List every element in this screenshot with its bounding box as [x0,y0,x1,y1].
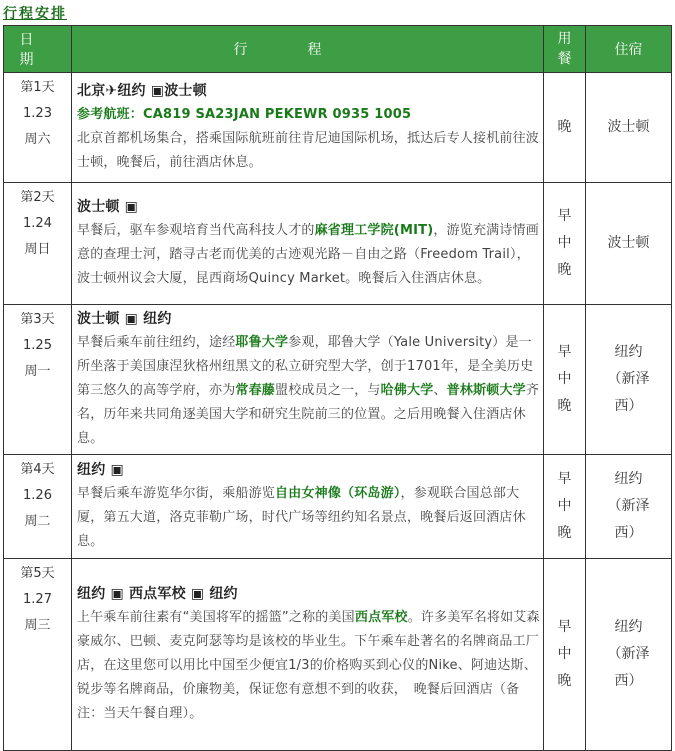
day-cell [4,559,72,751]
day-weekday: 周一 [24,364,51,379]
hotel-line: （新泽 [607,371,650,387]
header-row [4,26,672,73]
route-line: 波士顿 ▣ 纽约 [77,311,172,327]
itinerary-table [3,25,672,751]
itinerary-cell [72,455,544,559]
day-cell [4,73,72,183]
day-weekday: 周二 [24,514,51,529]
meal-item: 晚 [557,119,572,135]
meal-item: 晚 [557,525,572,541]
day-day: 第4天 [20,462,55,477]
description-text: 齐名，历年来共同角逐美国大学和研究生院前三的位置。之后用晚餐入住酒店休息。 [77,383,540,446]
day-day: 第5天 [20,566,55,581]
day-weekday: 周三 [24,618,51,633]
day-description [77,219,540,291]
meal-cell [544,73,586,183]
highlight-attraction: 耶鲁大学 [235,335,289,350]
description-text: 北京首都机场集合，搭乘国际航班前往肯尼迪国际机场，抵达后专人接机前往波士顿，晚餐后，前往酒店休息。 [77,131,540,170]
day-row [4,183,672,305]
day-cell [4,305,72,455]
day-row [4,305,672,455]
hotel-line: 西） [614,673,643,689]
day-description [77,127,540,175]
highlight-attraction: 哈佛大学 [380,383,434,398]
description-text: 。许多美军名将如艾森豪威尔、巴顿、麦克阿瑟等均是该校的毕业生。下午乘车赴著名的名牌商品工厂店，在这里您可以用比中国至少便宜1/3的价格购买到心仪的Nike、阿迪达斯、锐步等名牌商品，价廉物美，保证您有意想不到的收获， 晚餐后回酒店（备注：当天午餐自理）。 [77,610,540,721]
day-cell [4,455,72,559]
description-text: 盟校成员之一，与 [275,383,381,398]
route-line: 北京✈纽约 ▣波士顿 [77,83,207,99]
day-date: 1.26 [23,488,52,503]
meal-item: 晚 [557,398,572,414]
description-text: 参观，耶鲁大学（Yale University）是一所坐落于美国康涅狄格州纽黑文的私立研究型大学，创于1701年，是全美历史第三悠久的高等学府，亦为 [77,335,534,398]
highlight-attraction: 西点军校 [354,610,408,625]
meal-item: 晚 [557,262,572,278]
itinerary-cell [72,305,544,455]
highlight-attraction: 麻省理工学院(MIT) [314,223,434,238]
itinerary-cell [72,183,544,305]
itinerary-cell [72,73,544,183]
hotel-line: （新泽 [607,646,650,662]
hotel-cell [586,73,672,183]
meal-item: 早 [557,344,572,360]
route-line: 纽约 ▣ 西点军校 ▣ 纽约 [77,586,238,602]
header-date: 日期 [4,26,72,73]
day-row [4,455,672,559]
day-day: 第1天 [20,80,55,95]
day-weekday: 周六 [24,132,51,147]
day-row [4,559,672,751]
meal-item: 早 [557,208,572,224]
meal-cell [544,183,586,305]
description-text: ，游览充满诗情画意的查理士河，踏寻古老而优美的古迹观光路－自由之路（Freedom Trail），波士顿州议会大厦，昆西商场Quincy Market。晚餐后入住酒店休息。 [77,223,539,286]
meal-item: 中 [557,371,572,387]
day-date: 1.27 [23,592,52,607]
itinerary-cell [72,559,544,751]
meal-item: 中 [557,646,572,662]
meal-item: 中 [557,498,572,514]
hotel-cell [586,305,672,455]
hotel-line: 波士顿 [607,119,650,135]
day-weekday: 周日 [24,242,51,257]
description-text: 早餐后乘车前往纽约，途经 [77,335,236,350]
hotel-line: 纽约 [614,471,643,487]
highlight-attraction: 常春藤 [235,383,276,398]
hotel-cell [586,455,672,559]
hotel-cell [586,183,672,305]
header-itinerary: 行程 [72,26,544,73]
day-date: 1.23 [23,106,52,121]
hotel-line: 纽约 [614,344,643,360]
day-description [77,482,540,554]
hotel-line: 西） [614,525,643,541]
hotel-line: 纽约 [614,619,643,635]
highlight-attraction: 自由女神像（环岛游） [275,486,401,501]
day-cell [4,183,72,305]
hotel-line: 西） [614,398,643,414]
day-row [4,73,672,183]
header-hotel: 住宿 [586,26,672,73]
route-line: 纽约 ▣ [77,462,124,478]
description-text: 早餐后乘车游览华尔街，乘船游览 [77,486,276,501]
meal-cell [544,455,586,559]
day-day: 第2天 [20,190,55,205]
header-meal: 用餐 [544,26,586,73]
meal-item: 早 [557,471,572,487]
description-text: 早餐后，驱车参观培育当代高科技人才的 [77,223,315,238]
section-title: 行程安排 [3,6,67,22]
description-text: ，参观联合国总部大厦，第五大道，洛克菲勒广场，时代广场等纽约知名景点，晚餐后返回酒店休息。 [77,486,526,549]
day-description [77,606,540,726]
hotel-line: 波士顿 [607,235,650,251]
route-line: 波士顿 ▣ [77,199,139,215]
meal-item: 中 [557,235,572,251]
day-description [77,331,540,451]
day-date: 1.24 [23,216,52,231]
meal-cell [544,559,586,751]
day-day: 第3天 [20,312,55,327]
meal-item: 晚 [557,673,572,689]
day-date: 1.25 [23,338,52,353]
hotel-line: （新泽 [607,498,650,514]
highlight-attraction: 普林斯顿大学 [446,383,526,398]
description-text: 、 [433,383,447,398]
meal-cell [544,305,586,455]
description-text: 上午乘车前往素有“美国将军的摇篮”之称的美国 [77,610,355,625]
meal-item: 早 [557,619,572,635]
hotel-cell [586,559,672,751]
flight-info: 参考航班：CA819 SA23JAN PEKEWR 0935 1005 [77,107,412,122]
